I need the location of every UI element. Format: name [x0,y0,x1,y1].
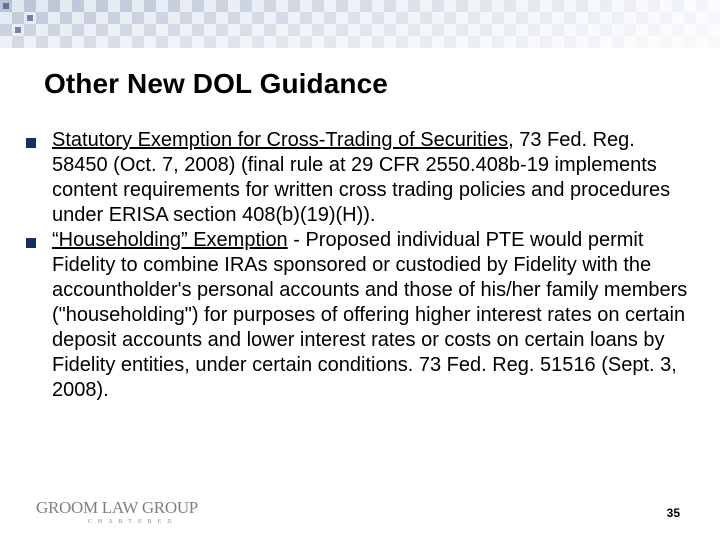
checker-square [120,36,132,48]
checker-square [600,12,612,24]
checker-square [600,36,612,48]
checker-square [492,12,504,24]
checker-square [612,36,624,48]
checker-square [240,12,252,24]
checker-square [612,24,624,36]
checker-square [420,24,432,36]
checker-square [96,36,108,48]
checker-square [132,12,144,24]
header-checker-pattern [0,0,720,48]
checker-square [444,0,456,12]
checker-square [480,12,492,24]
checker-square [636,12,648,24]
checker-square [144,36,156,48]
checker-accent [3,3,9,9]
checker-square [636,36,648,48]
checker-square [312,0,324,12]
checker-square [192,36,204,48]
checker-square [228,36,240,48]
checker-square [576,0,588,12]
checker-square [204,36,216,48]
checker-square [36,24,48,36]
checker-square [708,24,720,36]
checker-square [384,36,396,48]
checker-square [684,36,696,48]
checker-square [564,36,576,48]
checker-square [0,12,12,24]
checker-square [336,36,348,48]
checker-square [540,0,552,12]
checker-square [336,24,348,36]
checker-square [468,0,480,12]
checker-square [540,36,552,48]
checker-square [300,24,312,36]
checker-square [108,36,120,48]
checker-square [396,12,408,24]
checker-square [132,36,144,48]
checker-square [0,24,12,36]
checker-square [312,36,324,48]
slide-title: Other New DOL Guidance [44,68,388,99]
checker-square [240,36,252,48]
checker-square [480,0,492,12]
checker-square [684,24,696,36]
checker-square [120,0,132,12]
checker-square [360,12,372,24]
checker-square [36,36,48,48]
checker-square [12,0,24,12]
checker-square [540,12,552,24]
checker-square [24,0,36,12]
checker-square [228,24,240,36]
checker-square [0,36,12,48]
checker-square [408,12,420,24]
checker-square [264,36,276,48]
checker-square [648,0,660,12]
checker-square [168,36,180,48]
checker-square [324,24,336,36]
checker-square [24,36,36,48]
checker-square [672,24,684,36]
checker-square [624,24,636,36]
checker-square [120,12,132,24]
checker-square [60,36,72,48]
checker-square [72,0,84,12]
checker-square [216,0,228,12]
checker-square [168,0,180,12]
checker-square [672,12,684,24]
checker-square [192,0,204,12]
checker-square [360,36,372,48]
checker-square [72,36,84,48]
checker-square [612,12,624,24]
checker-square [372,0,384,12]
checker-square [240,0,252,12]
checker-square [204,0,216,12]
checker-square [576,36,588,48]
checker-square [108,24,120,36]
checker-square [336,0,348,12]
checker-square [348,24,360,36]
checker-square [528,24,540,36]
checker-square [36,0,48,12]
checker-square [360,0,372,12]
checker-square [348,36,360,48]
checker-square [264,12,276,24]
checker-square [84,24,96,36]
checker-square [252,24,264,36]
checker-square [276,0,288,12]
checker-square [516,36,528,48]
checker-square [588,0,600,12]
checker-square [108,12,120,24]
checker-square [708,12,720,24]
checker-square [156,36,168,48]
checker-square [396,0,408,12]
checker-square [552,0,564,12]
checker-square [684,12,696,24]
checker-square [132,0,144,12]
checker-square [84,0,96,12]
checker-square [324,36,336,48]
checker-square [420,12,432,24]
checker-square [456,24,468,36]
checker-square [504,24,516,36]
checker-square [168,12,180,24]
checker-square [480,36,492,48]
checker-square [288,12,300,24]
checker-square [48,24,60,36]
checker-square [492,24,504,36]
checker-square [60,12,72,24]
checker-square [168,24,180,36]
checker-square [516,0,528,12]
checker-square [648,12,660,24]
checker-square [348,12,360,24]
checker-square [468,36,480,48]
checker-square [612,0,624,12]
checker-square [12,12,24,24]
checker-square [480,24,492,36]
checker-square [528,0,540,12]
checker-square [552,36,564,48]
checker-square [636,24,648,36]
checker-square [300,12,312,24]
bullet-item-householding [26,228,696,403]
checker-square [228,0,240,12]
checker-square [468,12,480,24]
checker-square [708,36,720,48]
checker-square [228,12,240,24]
checker-square [180,24,192,36]
checker-square [288,0,300,12]
checker-square [588,24,600,36]
checker-square [96,12,108,24]
checker-square [372,24,384,36]
checker-square [420,0,432,12]
checker-square [84,36,96,48]
checker-square [672,36,684,48]
checker-square [432,0,444,12]
checker-square [432,36,444,48]
checker-square [648,36,660,48]
checker-square [492,36,504,48]
checker-square [540,24,552,36]
square-bullet-icon [26,138,36,148]
checker-square [696,0,708,12]
checker-square [132,24,144,36]
checker-square [672,0,684,12]
checker-square [60,0,72,12]
checker-square [12,36,24,48]
checker-square [60,24,72,36]
logo-text: GROOM LAW GROUP [36,498,198,517]
checker-accent [27,15,33,21]
checker-square [204,24,216,36]
checker-square [324,12,336,24]
checker-square [660,24,672,36]
checker-square [48,0,60,12]
checker-square [708,0,720,12]
checker-square [444,36,456,48]
checker-square [696,12,708,24]
checker-square [588,36,600,48]
page-number: 35 [666,506,680,520]
checker-square [648,24,660,36]
checker-square [660,12,672,24]
checker-square [516,24,528,36]
checker-square [48,12,60,24]
checker-square [432,24,444,36]
bullet-text: , 73 Fed. Reg. 58450 (Oct. 7, 2008) (final rule at 29 CFR 2550.408b-19 implements content requirements for written cross trading policies and procedures under ERISA section 408(b)(19)(H)). [52,129,671,226]
checker-square [468,24,480,36]
checker-square [408,36,420,48]
checker-square [504,0,516,12]
checker-square [276,24,288,36]
checker-square [96,24,108,36]
logo-subtext: CHARTERED [88,519,178,525]
checker-square [144,24,156,36]
checker-square [156,12,168,24]
checker-square [204,12,216,24]
checker-square [456,36,468,48]
checker-square [600,0,612,12]
checker-square [84,12,96,24]
checker-square [180,0,192,12]
checker-square [432,12,444,24]
checker-square [48,36,60,48]
checker-square [456,12,468,24]
checker-square [252,12,264,24]
checker-square [504,36,516,48]
checker-square [216,12,228,24]
checker-square [696,36,708,48]
checker-square [444,12,456,24]
checker-square [660,36,672,48]
bullet-text: - Proposed individual PTE would permit Fidelity to combine IRAs sponsored or custodied by Fidelity with the accountholder's personal accounts and those of his/her family members ("householding") for purposes of offering higher interest rates on certain deposit accounts and lower interest rates or costs on certain loans by Fidelity entities, under certain conditions. 73 Fed. Reg. 51516 (Sept. 3, 2008). [52,229,688,401]
checker-square [264,0,276,12]
checker-square [636,0,648,12]
checker-square [156,24,168,36]
checker-square [624,12,636,24]
checker-square [552,24,564,36]
checker-accent [15,27,21,33]
checker-square [492,0,504,12]
groom-law-group-logo [36,498,198,525]
checker-square [516,12,528,24]
checker-square [264,24,276,36]
checker-square [408,24,420,36]
checker-square [180,36,192,48]
checker-square [108,0,120,12]
checker-square [528,36,540,48]
checker-square [312,12,324,24]
checker-square [288,36,300,48]
bullet-list [26,128,696,403]
checker-square [576,24,588,36]
checker-square [372,36,384,48]
checker-square [684,0,696,12]
checker-square [24,24,36,36]
checker-square [408,0,420,12]
checker-square [312,24,324,36]
checker-square [120,24,132,36]
checker-square [36,12,48,24]
checker-square [384,24,396,36]
checker-square [660,0,672,12]
checker-square [624,36,636,48]
checker-square [240,24,252,36]
checker-square [180,12,192,24]
checker-square [192,12,204,24]
checker-square [324,0,336,12]
checker-square [216,24,228,36]
checker-square [552,12,564,24]
checker-square [252,36,264,48]
checker-square [276,12,288,24]
checker-square [348,0,360,12]
checker-square [216,36,228,48]
checker-square [384,0,396,12]
bullet-item-cross-trading [26,128,696,228]
checker-square [420,36,432,48]
checker-square [576,12,588,24]
checker-square [600,24,612,36]
checker-square [696,24,708,36]
checker-square [456,0,468,12]
square-bullet-icon [26,238,36,248]
checker-square [192,24,204,36]
checker-square [144,12,156,24]
checker-square [372,12,384,24]
checker-square [156,0,168,12]
checker-square [396,24,408,36]
checker-square [528,12,540,24]
checker-square [624,0,636,12]
checker-square [72,24,84,36]
checker-square [300,0,312,12]
checker-square [144,0,156,12]
checker-square [288,24,300,36]
checker-square [96,0,108,12]
checker-square [504,12,516,24]
checker-square [252,0,264,12]
checker-square [444,24,456,36]
checker-square [336,12,348,24]
checker-square [384,12,396,24]
checker-square [564,0,576,12]
checker-square [360,24,372,36]
checker-square [588,12,600,24]
checker-square [300,36,312,48]
checker-square [564,12,576,24]
checker-square [276,36,288,48]
checker-square [396,36,408,48]
bullet-lead: “Householding” Exemption [52,229,288,251]
checker-square [72,12,84,24]
checker-square [564,24,576,36]
bullet-lead: Statutory Exemption for Cross-Trading of Securities [52,129,509,151]
